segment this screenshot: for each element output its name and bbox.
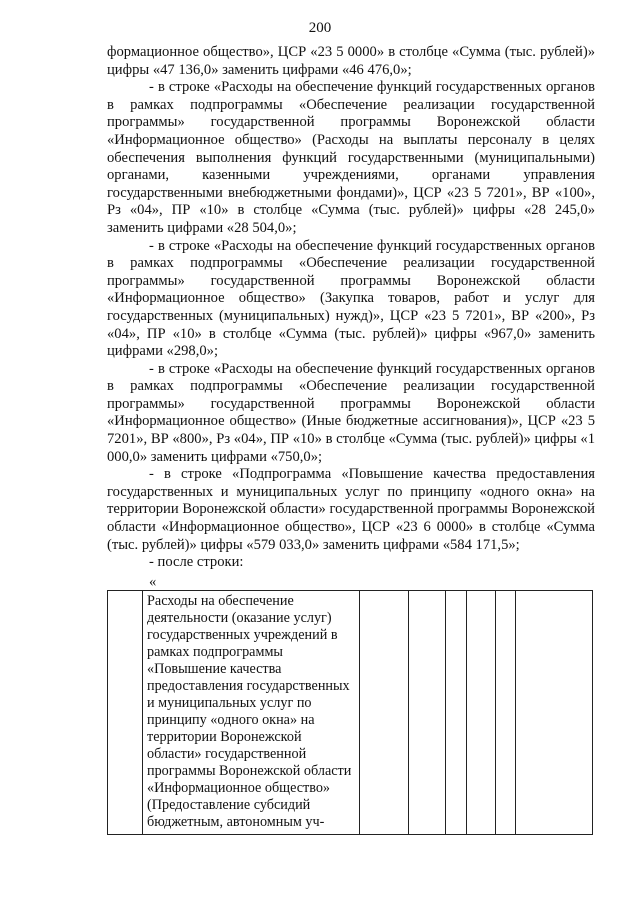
table-cell-empty [516,591,593,835]
paragraph-item: - после строки: [149,554,244,571]
table-row [108,591,593,835]
paragraph-item: - в строке «Подпрограмма «Повышение качества предоставления государственных и муниципальных услуг по принципу «одного окна» на территории Воронежской области» государственной программы Воронежской области «Информационное общество», ЦСР «23 6 0000» в столбце «Сумма (тыс. рублей)» цифры «579 033,0» заменить цифрами «584 171,5»; [107,466,595,553]
table-cell-empty [108,591,143,835]
table-cell-empty [496,591,516,835]
paragraph-item: - в строке «Расходы на обеспечение функций государственных органов в рамках подпрограммы «Обеспечение реализации государственной программы» государственной программы Воронежской области «Информационное общество» (Иные бюджетные ассигнования)», ЦСР «23 5 7201», ВР «800», Рз «04», ПР «10» в столбце «Сумма (тыс. рублей)» цифры «1 000,0» заменить цифрами «750,0»; [107,360,595,465]
table-cell-empty [467,591,496,835]
opening-quote-mark: « [149,574,157,590]
table-cell-empty [409,591,446,835]
table-cell-empty [446,591,467,835]
document-body [107,44,595,572]
paragraph-item: - в строке «Расходы на обеспечение функций государственных органов в рамках подпрограммы «Обеспечение реализации государственной программы» государственной программы Воронежской области «Информационное общество» (Закупка товаров, работ и услуг для государственных (муниципальных) нужд)», ЦСР «23 5 7201», ВР «200», Рз «04», ПР «10» в столбце «Сумма (тыс. рублей)» цифры «967,0» заменить цифрами «298,0»; [107,237,595,360]
page-number: 200 [308,20,332,36]
table-cell-description: Расходы на обеспечение деятельности (оказание услуг) государственных учреждений в рамках подпрограммы «Повышение качества предоставления государственных и муниципальных услуг по принципу «одного окна» на территории Воронежской области» государственной программы Воронежской области «Информационное общество» (Предоставление субсидий бюджетным, автономным уч- [143,591,360,835]
budget-table-fragment [107,590,593,835]
table-cell-empty [360,591,409,835]
paragraph-item: - в строке «Расходы на обеспечение функций государственных органов в рамках подпрограммы «Обеспечение реализации государственной программы» государственной программы Воронежской области «Информационное общество» (Расходы на выплаты персоналу в целях обеспечения выполнения функций государственными (муниципальными) органами, казенными учреждениями, органами управления государственными внебюджетными фондами)», ЦСР «23 5 7201», ВР «100», Рз «04», ПР «10» в столбце «Сумма (тыс. рублей)» цифры «28 245,0» заменить цифрами «28 504,0»; [107,79,595,236]
paragraph-continuation: формационное общество», ЦСР «23 5 0000» в столбце «Сумма (тыс. рублей)» цифры «47 136,0» заменить цифрами «46 476,0»; [107,44,595,78]
